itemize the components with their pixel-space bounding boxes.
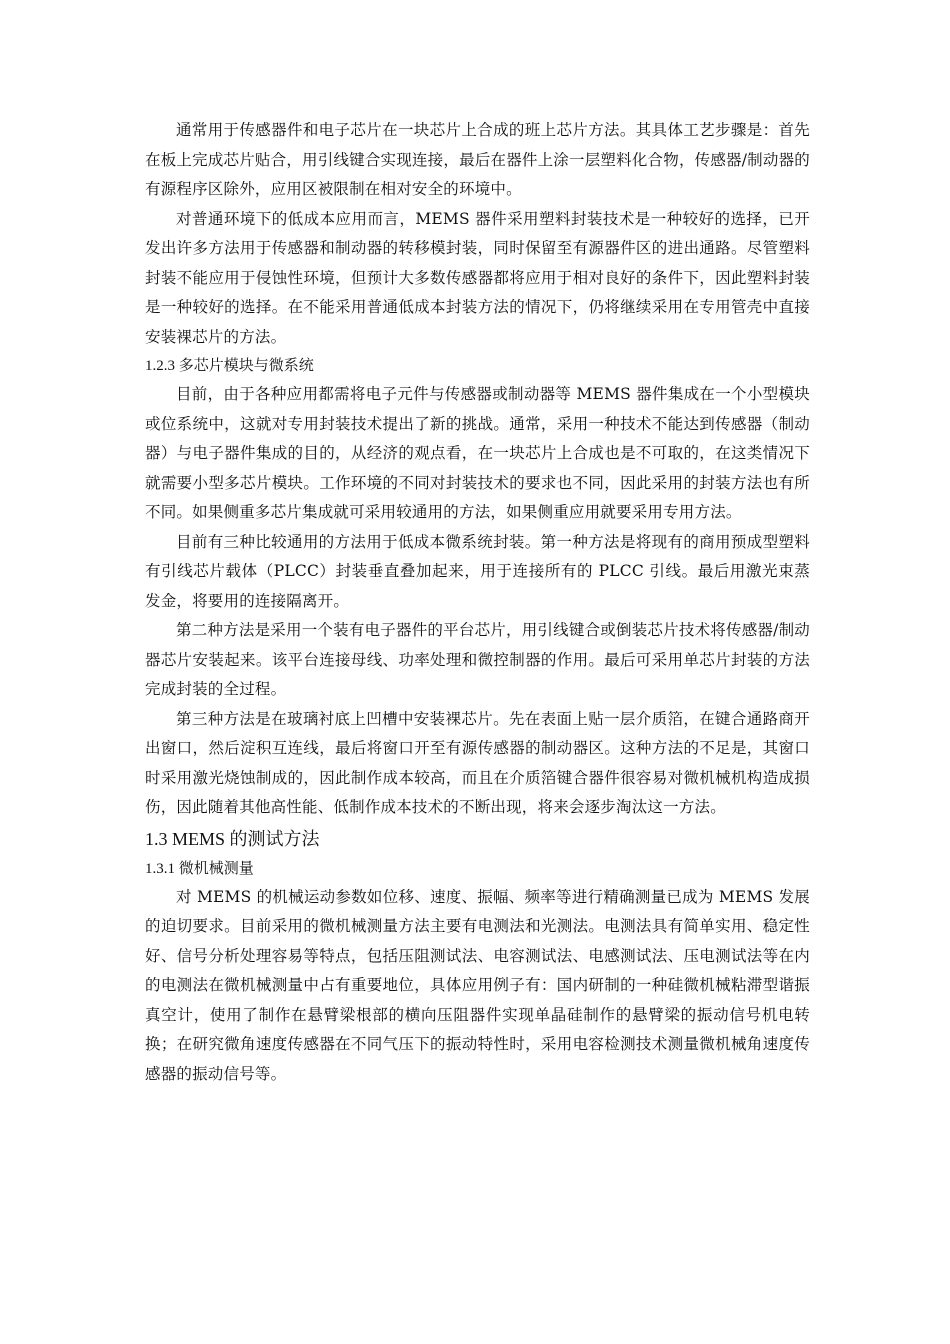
paragraph-second-method: 第二种方法是采用一个装有电子器件的平台芯片，用引线键合或倒装芯片技术将传感器/制动器芯片安装起来。该平台连接母线、功率处理和微控制器的作用。最后可采用单芯片封装的方法完成封装的全过程。 xyxy=(145,621,810,698)
paragraph-third-method: 第三种方法是在玻璃衬底上凹槽中安装裸芯片。先在表面上贴一层介质箔，在键合通路商开出窗口，然后淀积互连线，最后将窗口开至有源传感器的制动器区。这种方法的不足是，其窗口时采用激光烧蚀制成的，因此制作成本较高，而且在介质箔键合器件很容易对微机械机构造成损伤，因此随着其他高性能、低制作成本技术的不断出现，将来会逐步淘汰这一方法。 xyxy=(145,709,810,816)
section-heading-1-2-3: 1.2.3 多芯片模块与微系统 xyxy=(145,358,314,374)
section-heading-1-3: 1.3 MEMS 的测试方法 xyxy=(145,828,320,849)
paragraph-chip-on-board: 通常用于传感器件和电子芯片在一块芯片上合成的班上芯片方法。其具体工艺步骤是：首先在板上完成芯片贴合，用引线键合实现连接，最后在器件上涂一层塑料化合物，传感器/制动器的有源程序区除外，应用区被限制在相对安全的环境中。 xyxy=(145,121,810,198)
paragraph-micromechanical-measurement: 对 MEMS 的机械运动参数如位移、速度、振幅、频率等进行精确测量已成为 MEMS 发展的迫切要求。目前采用的微机械测量方法主要有电测法和光测法。电测法具有简单实用、稳定性好、信号分析处理容易等特点，包括压阻测试法、电容测试法、电感测试法、压电测试法等在内的电测法在微机械测量中占有重要地位，具体应用例子有：国内研制的一种硅微机械粘滞型谐振真空计，使用了制作在悬臂梁根部的横向压阻器件实现单晶硅制作的悬臂梁的振动信号机电转换；在研究微角速度传感器在不同气压下的振动特性时，采用电容检测技术测量微机械角速度传感器的振动信号等。 xyxy=(145,887,810,1083)
paragraph-three-methods: 目前有三种比较通用的方法用于低成本微系统封装。第一种方法是将现有的商用预成型塑料有引线芯片载体（PLCC）封装垂直叠加起来，用于连接所有的 PLCC 引线。最后用激光束蒸发金，将要用的连接隔离开。 xyxy=(145,532,810,610)
section-heading-1-3-1: 1.3.1 微机械测量 xyxy=(145,860,254,877)
document-page xyxy=(145,116,810,1089)
paragraph-plastic-packaging: 对普通环境下的低成本应用而言，MEMS 器件采用塑料封装技术是一种较好的选择，已开发出许多方法用于传感器和制动器的转移模封装，同时保留至有源器件区的进出通路。尽管塑料封装不能应用于侵蚀性环境，但预计大多数传感器都将应用于相对良好的条件下，因此塑料封装是一种较好的选择。在不能采用普通低成本封装方法的情况下，仍将继续采用在专用管壳中直接安装裸芯片的方法。 xyxy=(145,209,810,346)
paragraph-multichip-module: 目前，由于各种应用都需将电子元件与传感器或制动器等 MEMS 器件集成在一个小型模块或位系统中，这就对专用封装技术提出了新的挑战。通常，采用一种技术不能达到传感器（制动器）与电子器件集成的目的，从经济的观点看，在一块芯片上合成也是不可取的，在这类情况下就需要小型多芯片模块。工作环境的不同对封装技术的要求也不同，因此采用的封装方法也有所不同。如果侧重多芯片集成就可采用较通用的方法，如果侧重应用就要采用专用方法。 xyxy=(145,385,810,521)
